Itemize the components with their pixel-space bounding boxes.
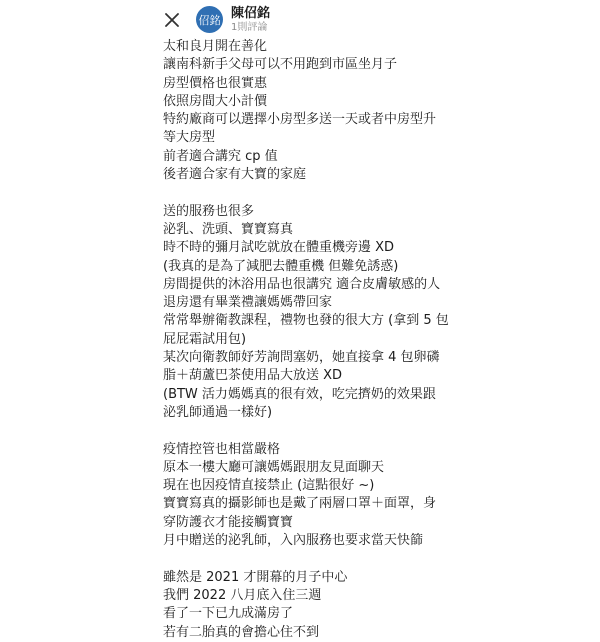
review-line: 送的服務也很多 — [163, 203, 255, 219]
review-line: 疫情控管也相當嚴格 — [163, 441, 281, 457]
review-line: 太和良月開在善化 — [163, 39, 268, 54]
review-line — [163, 184, 453, 202]
review-line: 等大房型 — [163, 130, 216, 146]
review-line: 雖然是 2021 才開幕的月子中心 — [163, 569, 348, 585]
review-line: 後者適合家有大寶的家庭 — [163, 167, 307, 183]
review-line: 退房還有畢業禮讓媽媽帶回家 — [163, 295, 333, 311]
close-button[interactable] — [158, 6, 186, 34]
review-line: 穿防護衣才能接觸寶寶 — [163, 514, 294, 530]
review-line: 泌乳、洗頭、寶寶寫真 — [163, 221, 294, 237]
review-line: 時不時的彌月試吃就放在體重機旁邊 XD — [163, 240, 395, 256]
avatar[interactable]: 佋銘 — [196, 6, 223, 33]
review-line: 現在也因疫情直接禁止 (這點很好 ~) — [163, 478, 375, 494]
review-line: 月中贈送的泌乳師，入內服務也要求當天快篩 — [163, 533, 424, 549]
review-line: 泌乳師通過一樣好) — [163, 404, 273, 420]
review-line: 若有二胎真的會擔心住不到 — [163, 624, 320, 640]
review-line: 常常舉辦衛教課程，禮物也發的很大方 (拿到 5 包 — [163, 313, 449, 329]
review-text — [163, 38, 453, 642]
review-line: 依照房間大小計價 — [163, 93, 268, 109]
review-line: 我們 2022 八月底入住三週 — [163, 587, 322, 603]
review-line: 寶寶寫真的攝影師也是戴了兩層口罩＋面罩，身 — [163, 496, 437, 512]
review-line: 看了一下已九成滿房了 — [163, 606, 294, 622]
review-line — [163, 550, 453, 568]
review-line: 屁屁霜試用包) — [163, 331, 247, 347]
review-line: 原本一樓大廳可讓媽媽跟朋友見面聊天 — [163, 459, 385, 475]
close-icon — [165, 13, 179, 27]
review-line: 脂＋葫蘆巴茶使用品大放送 XD — [163, 368, 343, 384]
review-line: (我真的是為了減肥去體重機 但難免誘惑) — [163, 258, 399, 274]
review-line: 特約廠商可以選擇小房型多送一天或者中房型升 — [163, 112, 437, 128]
review-line: 前者適合講究 cp 值 — [163, 148, 278, 164]
review-line: 房間提供的沐浴用品也很講究 適合皮膚敏感的人 — [163, 276, 441, 292]
review-header — [0, 0, 600, 42]
review-line: 讓南科新手父母可以不用跑到市區坐月子 — [163, 57, 398, 73]
comment-count: 1則評論 — [231, 22, 268, 33]
author-name[interactable]: 陳佋銘 — [231, 6, 271, 21]
review-line: (BTW 活力媽媽真的很有效，吃完擠奶的效果跟 — [163, 386, 436, 402]
review-line: 某次向衛教師妤芳詢問塞奶，她直接拿 4 包卵磷 — [163, 350, 440, 366]
review-line: 房型價格也很實惠 — [163, 75, 268, 91]
review-line — [163, 422, 453, 440]
